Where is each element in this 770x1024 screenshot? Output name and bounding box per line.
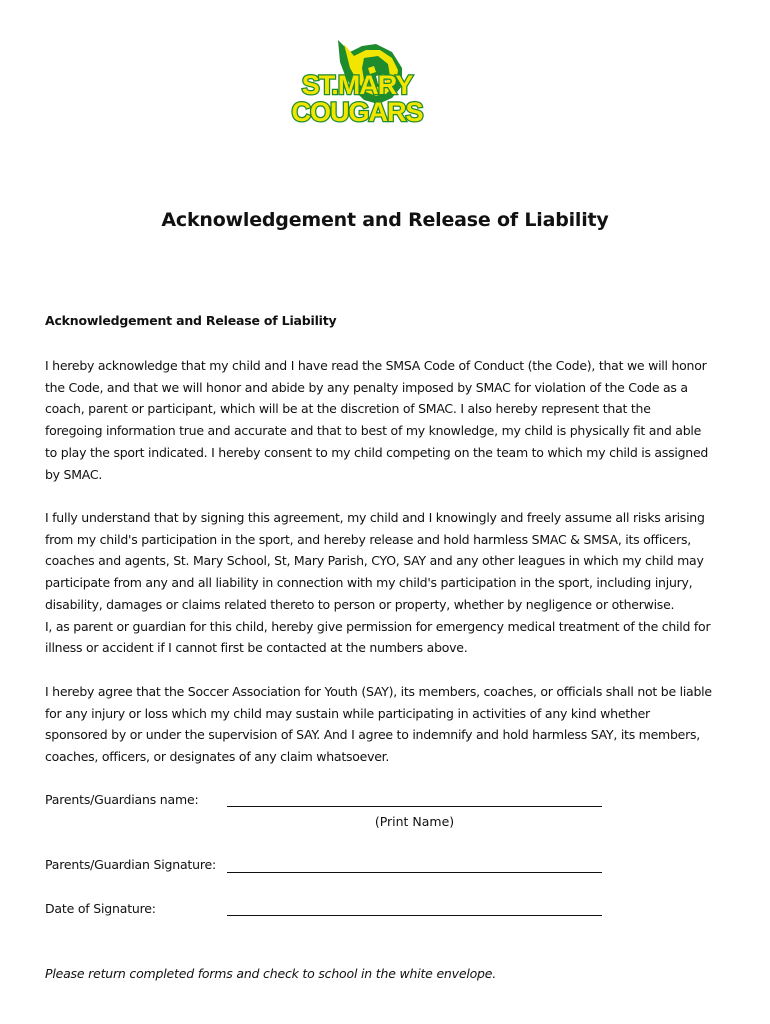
return-instructions: Please return completed forms and check to school in the white envelope. (45, 966, 497, 981)
svg-text:ST.MARY: ST.MARY (301, 70, 413, 100)
paragraph-line: participate from any and all liability in connection with my child's participation in the sport, including injury, (45, 575, 693, 591)
date-of-signature-field[interactable] (227, 915, 602, 916)
paragraph-line: coaches, officers, or designates of any claim whatsoever. (45, 749, 390, 765)
paragraph-line: for any injury or loss which my child may sustain while participating in activities of any kind whether (45, 705, 650, 721)
paragraph-line: illness or accident if I cannot first be contacted at the numbers above. (45, 640, 468, 656)
paragraph-line: I hereby acknowledge that my child and I have read the SMSA Code of Conduct (the Code), that we will honor (45, 358, 707, 373)
svg-text:COUGARS: COUGARS (291, 97, 423, 126)
paragraph-line: I, as parent or guardian for this child, hereby give permission for emergency medical treatment of the child for (45, 618, 711, 634)
st-mary-cougars-logo (280, 38, 435, 126)
section-heading: Acknowledgement and Release of Liability (45, 313, 337, 328)
guardian-name-field[interactable] (227, 806, 602, 807)
paragraph-line: to play the sport indicated. I hereby consent to my child competing on the team to which my child is assigned (45, 444, 709, 460)
paragraph-line: foregoing information true and accurate and that to best of my knowledge, my child is physically fit and able (45, 423, 702, 439)
paragraph-line: sponsored by or under the supervision of SAY. And I agree to indemnify and hold harmless SAY, its members, (45, 727, 700, 743)
guardian-signature-field[interactable] (227, 872, 602, 873)
paragraph-assumption-of-risk (45, 507, 735, 659)
paragraph-line: I fully understand that by signing this agreement, my child and I knowingly and freely assume all risks arising (45, 510, 705, 525)
date-of-signature-label: Date of Signature: (45, 901, 156, 916)
paragraph-line: disability, damages or claims related thereto to person or property, whether by negligence or otherwise. (45, 596, 675, 612)
guardian-name-label: Parents/Guardians name: (45, 792, 199, 807)
paragraph-line: the Code, and that we will honor and abide by any penalty imposed by SMAC for violation of the Code as a (45, 379, 688, 395)
paragraph-line: by SMAC. (45, 466, 103, 482)
paragraph-line: coach, parent or participant, which will be at the discretion of SMAC. I also hereby represent that the (45, 401, 651, 417)
print-name-caption: (Print Name) (374, 814, 455, 829)
guardian-signature-label: Parents/Guardian Signature: (45, 857, 217, 872)
paragraph-line: from my child's participation in the sport, and hereby release and hold harmless SMAC & SMSA, its officers, (45, 531, 691, 547)
paragraph-code-of-conduct (45, 355, 735, 485)
paragraph-line: I hereby agree that the Soccer Association for Youth (SAY), its members, coaches, or officials shall not be liable (45, 684, 712, 699)
paragraph-line: coaches and agents, St. Mary School, St, Mary Parish, CYO, SAY and any other leagues in which my child may (45, 553, 704, 569)
paragraph-say-indemnify (45, 681, 735, 768)
document-title: Acknowledgement and Release of Liability (161, 209, 609, 231)
